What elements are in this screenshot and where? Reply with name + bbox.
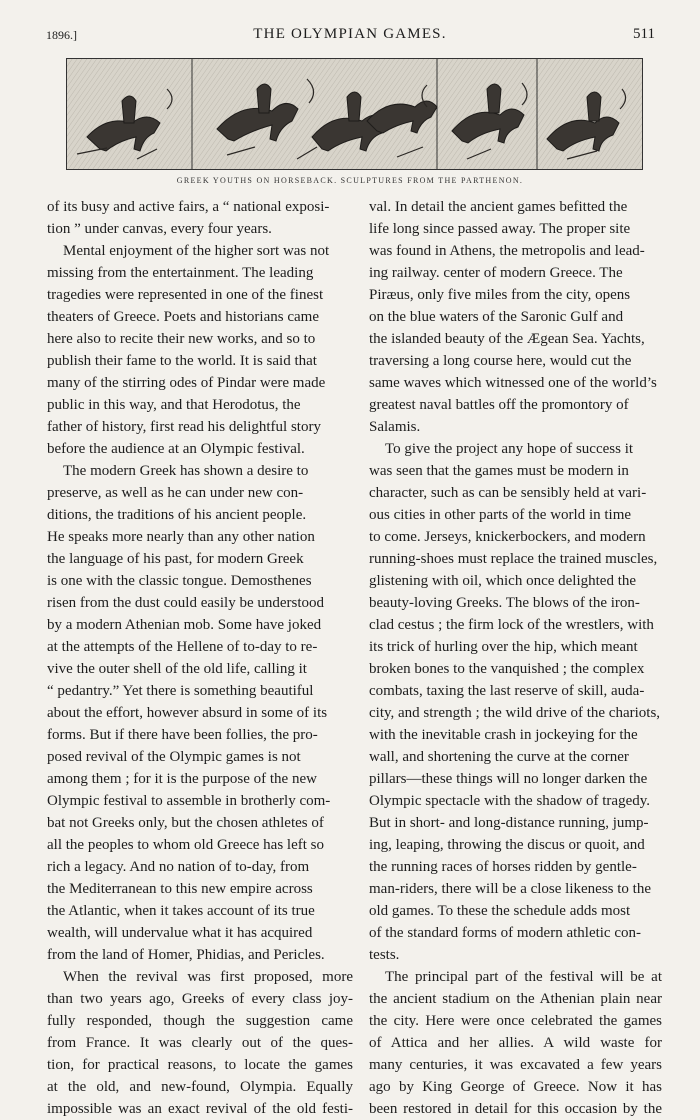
parthenon-frieze-illustration <box>66 58 643 170</box>
text-line: before the audience at an Olympic festival. <box>47 441 305 457</box>
text-line: the Mediterranean to this new empire across <box>47 881 313 897</box>
figure-caption: GREEK YOUTHS ON HORSEBACK. SCULPTURES FROM THE PARTHENON. <box>176 176 524 185</box>
text-line: He speaks more nearly than any other nation <box>47 529 315 545</box>
text-line: bat not Greeks only, but the chosen athletes of <box>47 815 324 831</box>
text-line: beauty-loving Greeks. The blows of the iron- <box>369 595 640 611</box>
text-line: from the land of Homer, Phidias, and Pericles. <box>47 947 325 963</box>
running-header <box>0 26 700 48</box>
text-line: posed revival of the Olympic games is not <box>47 749 301 765</box>
text-line: tests. <box>369 947 400 963</box>
text-line: Olympic spectacle with the shadow of tragedy. <box>369 793 651 809</box>
text-line: theaters of Greece. Poets and historians came <box>47 309 319 325</box>
text-line: of its busy and active fairs, a “ national exposi- <box>47 199 330 215</box>
paragraph <box>47 240 353 460</box>
text-line: was found in Athens, the metropolis and lead- <box>369 243 645 259</box>
text-line: here also to recite their new works, and so to <box>47 331 316 347</box>
text-line: Piræus, only five miles from the city, opens <box>369 287 631 303</box>
text-line: impossible was an exact revival of the old festi- <box>47 1101 353 1117</box>
text-line: glistening with oil, which once delighted the <box>369 573 637 589</box>
text-line: To give the project any hope of success it <box>385 441 634 457</box>
text-line: clad cestus ; the firm lock of the wrestlers, with <box>369 617 654 633</box>
text-line: is one with the classic tongue. Demosthenes <box>47 573 312 589</box>
right-column <box>369 196 662 1120</box>
paragraph <box>47 196 353 240</box>
text-line: by a modern Athenian mob. Some have joked <box>47 617 322 633</box>
text-line: vive the outer shell of the old life, calling it <box>47 661 307 677</box>
frieze-engraving <box>67 59 642 169</box>
text-line: rich a legacy. And no nation of to-day, from <box>47 859 310 875</box>
paragraph <box>47 966 353 1120</box>
text-line: When the revival was first proposed, more <box>63 969 353 985</box>
text-line: ago by King George of Greece. Now it has <box>369 1079 662 1095</box>
text-line: fully responded, though the suggestion came <box>47 1013 353 1029</box>
text-line: forms. But if there have been follies, the pro- <box>47 727 318 743</box>
text-line: man-riders, there will be a close likeness to the <box>369 881 651 897</box>
text-line: Salamis. <box>369 419 421 435</box>
text-line: been restored in detail for this occasion by the <box>369 1101 662 1117</box>
text-line: The modern Greek has shown a desire to <box>63 463 309 479</box>
text-line: among them ; for it is the purpose of the new <box>47 771 317 787</box>
paragraph <box>369 966 662 1120</box>
text-line: the Atlantic, when it takes account of its true <box>47 903 315 919</box>
text-line: ing, leaping, throwing the discus or quoit, and <box>369 837 645 853</box>
text-line: many of the stirring odes of Pindar were made <box>47 375 326 391</box>
text-line: missing from the entertainment. The leading <box>47 265 314 281</box>
text-line: But in short- and long-distance running, jump- <box>369 815 649 831</box>
text-line: ditions, the traditions of his ancient people. <box>47 507 307 523</box>
text-line: Mental enjoyment of the higher sort was not <box>63 243 330 259</box>
text-line: traversing a long course here, would cut the <box>369 353 632 369</box>
text-line: risen from the dust could easily be understood <box>47 595 325 611</box>
text-line: public in this way, and that Herodotus, the <box>47 397 301 413</box>
text-line: father of history, first read his delightful story <box>47 419 321 435</box>
text-line: combats, taxing the last reserve of skill, auda- <box>369 683 645 699</box>
text-line: of Attica and her allies. A wild waste for <box>369 1035 662 1051</box>
text-line: The principal part of the festival will be at <box>385 969 662 985</box>
text-line: at the attempts of the Hellene of to-day to re- <box>47 639 318 655</box>
text-line: to come. Jerseys, knickerbockers, and modern <box>369 529 646 545</box>
text-line: at the old, and new-found, Olympia. Equally <box>47 1079 353 1095</box>
text-line: preserve, as well as he can under new con- <box>47 485 304 501</box>
text-line: the running races of horses ridden by gentle- <box>369 859 637 875</box>
text-line: of the standard forms of modern athletic con- <box>369 925 641 941</box>
text-line: ing railway. center of modern Greece. The <box>369 265 623 281</box>
paragraph <box>369 438 662 966</box>
text-line: tion, for practical reasons, to locate the games <box>47 1057 353 1073</box>
text-line: its trick of hurling over the hip, which meant <box>369 639 638 655</box>
text-line: tion ” under canvas, every four years. <box>47 221 272 237</box>
text-line: Olympic festival to assemble in brotherly com- <box>47 793 331 809</box>
text-line: greatest naval battles off the promontory of <box>369 397 629 413</box>
text-line: same waves which witnessed one of the world’s <box>369 375 657 391</box>
text-line: than two years ago, Greeks of every class joy- <box>47 991 353 1007</box>
text-line: from France. It was clearly out of the ques- <box>47 1035 353 1051</box>
text-line: publish their fame to the world. It is said that <box>47 353 317 369</box>
text-line: “ pedantry.” Yet there is something beautiful <box>47 683 314 699</box>
paragraph <box>47 460 353 966</box>
text-line: the ancient stadium on the Athenian plain near <box>369 991 662 1007</box>
text-line: running-shoes must replace the trained muscles, <box>369 551 658 567</box>
page-number: 511 <box>633 26 655 42</box>
text-line: wealth, will undervalue what it has acquired <box>47 925 313 941</box>
text-line: the islanded beauty of the Ægean Sea. Yachts, <box>369 331 645 347</box>
header-title: THE OLYMPIAN GAMES. <box>253 26 447 42</box>
text-line: broken bones to the vanquished ; the complex <box>369 661 645 677</box>
text-line: the language of his past, for modern Greek <box>47 551 304 567</box>
text-line: tragedies were represented in one of the finest <box>47 287 324 303</box>
paragraph <box>369 196 662 438</box>
text-line: ous cities in other parts of the world in time <box>369 507 632 523</box>
text-line: on the blue waters of the Saronic Gulf and <box>369 309 624 325</box>
text-line: the city. Here were once celebrated the games <box>369 1013 662 1029</box>
text-line: about the effort, however absurd in some of its <box>47 705 328 721</box>
text-line: character, such as can be sensibly held at vari- <box>369 485 647 501</box>
header-year: 1896.] <box>46 28 77 42</box>
left-column <box>47 196 353 1120</box>
text-line: wall, and shortening the curve at the corner <box>369 749 629 765</box>
text-line: all the peoples to whom old Greece has left so <box>47 837 325 853</box>
text-line: many centuries, it was excavated a few years <box>369 1057 662 1073</box>
text-line: city, and strength ; the wild drive of the chariots, <box>369 705 661 721</box>
text-line: with the inevitable crash in jockeying for the <box>369 727 638 743</box>
text-line: life long since passed away. The proper site <box>369 221 631 237</box>
text-line: was seen that the games must be modern in <box>369 463 629 479</box>
text-line: pillars—these things will no longer darken the <box>369 771 648 787</box>
text-line: old games. To these the schedule adds most <box>369 903 631 919</box>
text-line: val. In detail the ancient games befitted the <box>369 199 628 215</box>
